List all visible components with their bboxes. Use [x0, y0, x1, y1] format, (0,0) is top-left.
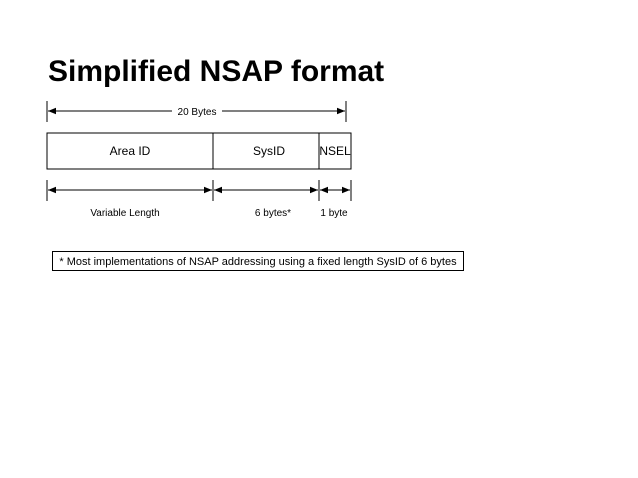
length-label-area-id: Variable Length: [90, 208, 160, 219]
field-label-sysid: SysID: [252, 144, 286, 158]
length-label-nsel: 1 byte: [320, 208, 348, 219]
field-label-nsel: NSEL: [319, 144, 351, 158]
field-label-area-id: Area ID: [109, 144, 151, 158]
field-boxes: [47, 133, 351, 169]
slide-title: Simplified NSAP format: [48, 55, 385, 88]
total-length-dimension: [47, 101, 346, 122]
footnote-box: * Most implementations of NSAP addressing using a fixed length SysID of 6 bytes: [52, 251, 464, 271]
field-length-dimensions: [47, 180, 351, 219]
total-length-label: 20 Bytes: [177, 107, 217, 118]
length-label-sysid: 6 bytes*: [254, 208, 292, 219]
